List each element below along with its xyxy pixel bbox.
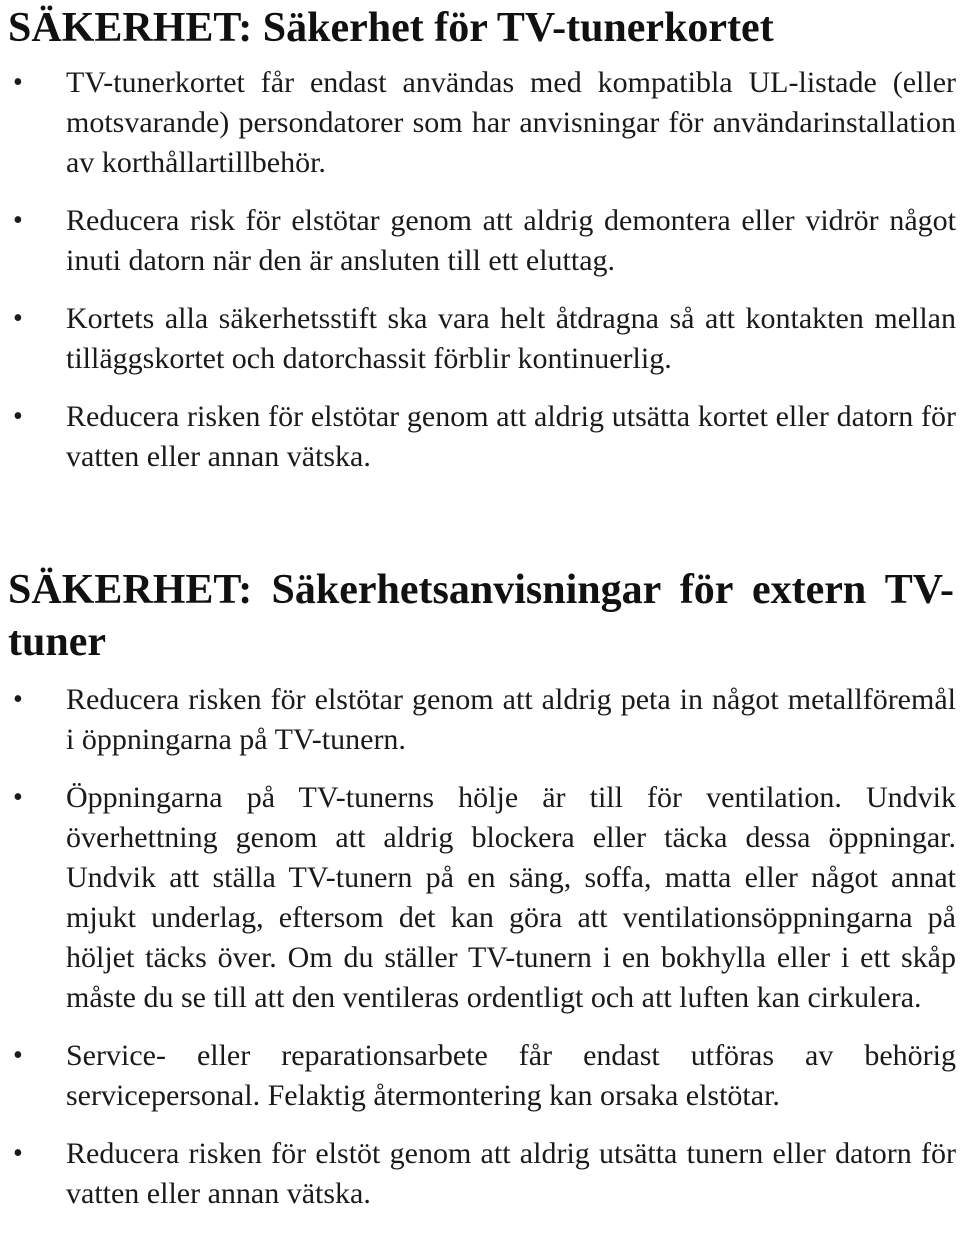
section-heading-external-tv-tuner-safety: SÄKERHET: Säkerhetsanvisningar för extern TV-tuner bbox=[8, 567, 954, 665]
section-heading-tv-tuner-card-safety: SÄKERHET: Säkerhet för TV-tunerkortet bbox=[8, 5, 774, 51]
bullet-icon: • bbox=[13, 67, 23, 98]
bullet-text: Service- eller reparationsarbete får endast utföras av behörig servicepersonal. Felaktig återmontering kan orsaka elstötar. bbox=[66, 1039, 956, 1112]
bullet-text: Reducera risken för elstötar genom att aldrig utsätta kortet eller datorn för vatten eller annan vätska. bbox=[66, 400, 956, 473]
bullet-icon: • bbox=[13, 782, 23, 813]
list-item bbox=[0, 397, 960, 477]
bullet-text: Öppningarna på TV-tunerns hölje är till för ventilation. Undvik överhettning genom att aldrig blockera eller täcka dessa öppningar. Undvik att ställa TV-tunern på en säng, soffa, matta eller något annat mjukt underlag, eftersom det kan göra att ventilationsöppningarna på höljet täcks över. Om du ställer TV-tunern i en bokhylla eller i ett skåp måste du se till att den ventileras ordentligt och att luften kan cirkulera. bbox=[66, 781, 956, 1014]
bullet-icon: • bbox=[13, 205, 23, 236]
bullet-icon: • bbox=[13, 1040, 23, 1071]
bullet-list-tv-tuner-card bbox=[0, 63, 960, 477]
bullet-text: Reducera risken för elstötar genom att aldrig peta in något metallföremål i öppningarna på TV-tunern. bbox=[66, 683, 956, 756]
list-item bbox=[0, 680, 960, 760]
bullet-text: TV-tunerkortet får endast användas med kompatibla UL-listade (eller motsvarande) persondatorer som har anvisningar för användarinstallation av korthållartillbehör. bbox=[66, 66, 956, 179]
bullet-icon: • bbox=[13, 303, 23, 334]
list-item bbox=[0, 299, 960, 379]
list-item bbox=[0, 1036, 960, 1116]
bullet-icon: • bbox=[13, 1138, 23, 1169]
bullet-list-external-tv-tuner bbox=[0, 680, 960, 1214]
list-item bbox=[0, 201, 960, 281]
bullet-icon: • bbox=[13, 401, 23, 432]
bullet-icon: • bbox=[13, 684, 23, 715]
list-item bbox=[0, 63, 960, 183]
bullet-text: Reducera risk för elstötar genom att aldrig demontera eller vidrör något inuti datorn när den är ansluten till ett eluttag. bbox=[66, 204, 956, 277]
bullet-text: Reducera risken för elstöt genom att aldrig utsätta tunern eller datorn för vatten eller annan vätska. bbox=[66, 1137, 956, 1210]
bullet-text: Kortets alla säkerhetsstift ska vara helt åtdragna så att kontakten mellan tilläggskortet och datorchassit förblir kontinuerlig. bbox=[66, 302, 956, 375]
list-item bbox=[0, 1134, 960, 1214]
list-item bbox=[0, 778, 960, 1018]
